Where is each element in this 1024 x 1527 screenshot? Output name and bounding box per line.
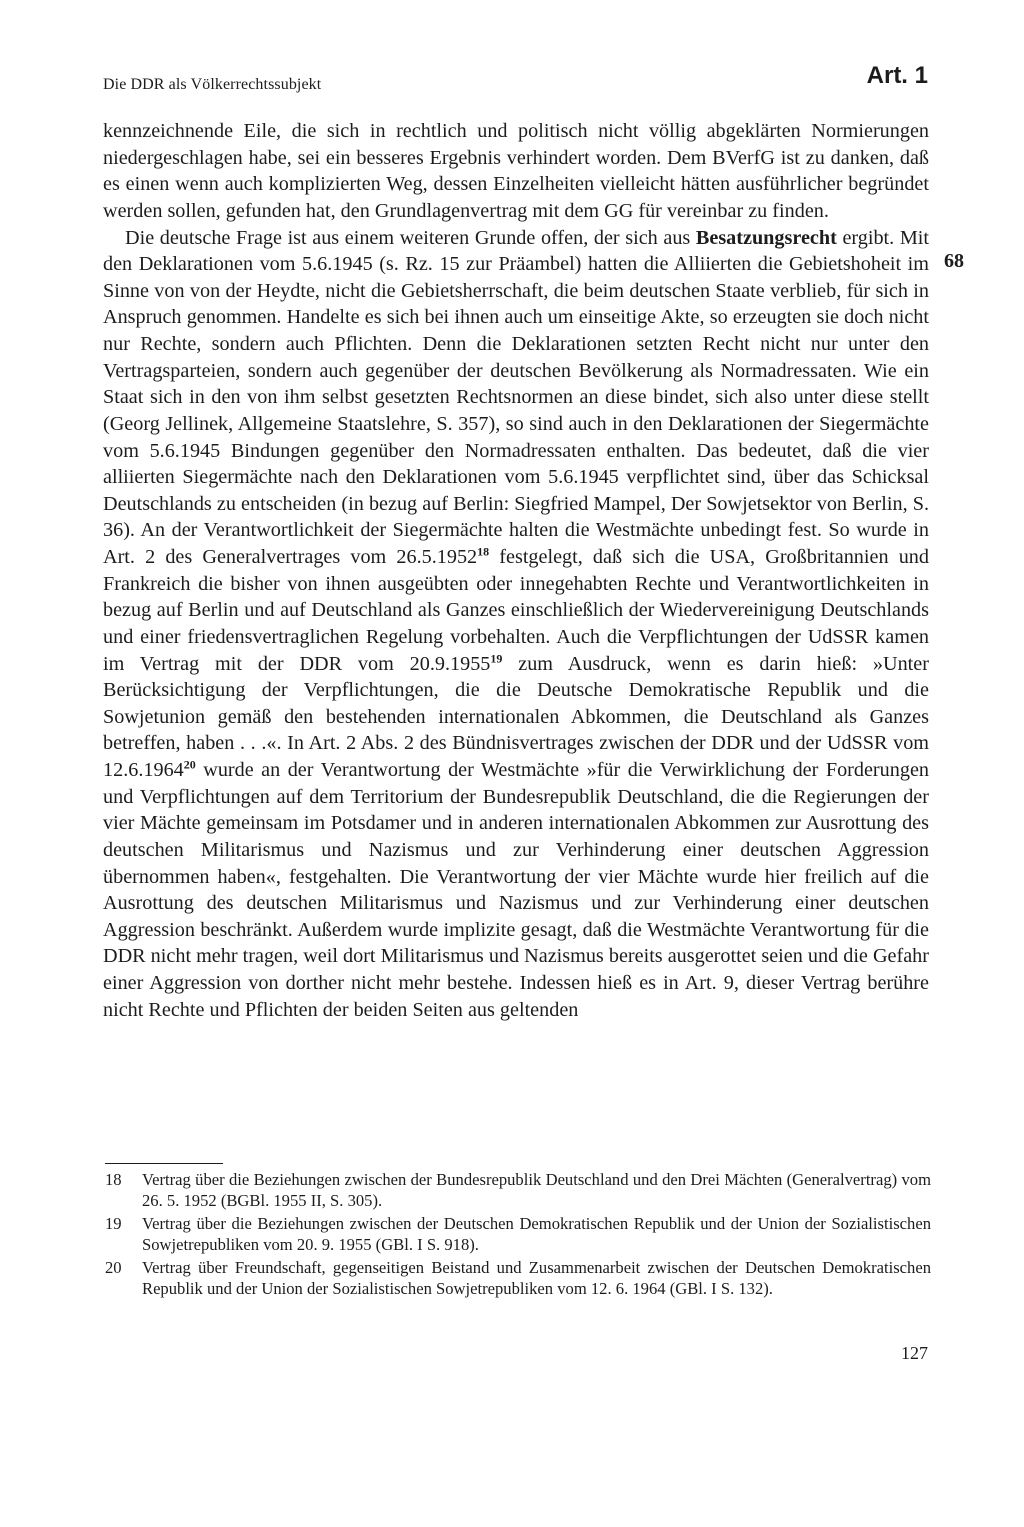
footnote-rule [105, 1163, 223, 1164]
article-label: Art. 1 [866, 62, 928, 89]
footnote-20 [105, 1258, 931, 1299]
paragraph-68-part-b: ergibt. Mit den Deklarationen vom 5.6.1945 (s. Rz. 15 zur Präambel) hatten die Alliierten die Gebietshoheit im Sinne von von der Heydte, nicht die Gebietsherrschaft, die beim deutschen Staate verblieb, für sich in Anspruch genommen. Handelte es sich bei ihnen auch um einseitige Akte, so erzeugten sie doch nicht nur Rechte, sondern auch Pflichten. Denn die Deklarationen setzten Recht nicht nur unter den Vertragsparteien, sondern auch gegenüber der deutschen Bevölkerung als Normadressaten. Wie ein Staat sich in den von ihm selbst gesetzten Rechtsnormen an diese bindet, sich also unter diese stellt (Georg Jellinek, Allgemeine Staatslehre, S. 357), so sind auch in den Deklarationen der Siegermächte vom 5.6.1945 Bindungen gegenüber den Normadressaten enthalten. Das bedeutet, daß die vier alliierten Siegermächte nach den Deklarationen vom 5.6.1945 verpflichtet sind, über das Schicksal Deutschlands zu entscheiden (in bezug auf Berlin: Siegfried Mampel, Der Sowjetsektor von Berlin, S. 36). An der Verantwortlichkeit der Siegermächte halten die Westmächte unbedingt fest. So wurde in Art. 2 des Generalvertrages vom 26.5.1952 [103, 226, 929, 568]
footnotes [105, 1170, 931, 1302]
footnote-text: Vertrag über die Beziehungen zwischen der Bundesrepublik Deutschland und den Drei Mächten (Generalvertrag) vom 26. 5. 1952 (BGBl. 1955 II, S. 305). [142, 1170, 931, 1210]
paragraph-68-part-d: zum Ausdruck, wenn es darin hieß: »Unter Berücksichtigung der Verpflichtungen, die die Deutsche Demokratische Republik und die Sowjetunion gemäß den bestehenden internationalen Abkommen, die Deutschland als Ganzes betreffen, haben . . .«. In Art. 2 Abs. 2 des Bündnisvertrages zwischen der DDR und der UdSSR vom 12.6.1964 [103, 652, 929, 781]
body-text [103, 118, 929, 1023]
paragraph-68-part-e: wurde an der Verantwortung der Westmächte »für die Verwirklichung der Forderungen und Verpflichtungen auf dem Territorium der Bundesrepublik Deutschland, die die Regierungen der vier Mächte gemeinsam im Potsdamer und in anderen internationalen Abkommen zur Ausrottung des deutschen Militarismus und Nazismus und zur Verhinderung einer deutschen Aggression übernommen haben«, festgehalten. Die Verantwortung der vier Mächte wurde hier freilich auf die Ausrottung des deutschen Militarismus und Nazismus und zur Verhinderung einer deutschen Aggression beschränkt. Außerdem wurde implizite gesagt, daß die Westmächte Verantwortung für die DDR nicht mehr tragen, weil dort Militarismus und Nazismus bereits ausgerottet seien und die Gefahr einer Aggression von dorther nicht mehr bestehe. Indessen hieß es in Art. 9, dieser Vertrag berühre nicht Rechte und Pflichten der beiden Seiten aus geltenden [103, 759, 929, 1021]
footnote-text: Vertrag über die Beziehungen zwischen der Deutschen Demokratischen Republik und der Union der Sozialistischen Sowjetrepubliken vom 20. 9. 1955 (GBl. I S. 918). [142, 1214, 931, 1254]
footnote-number: 18 [105, 1170, 122, 1189]
paragraph-68-part-a: Die deutsche Frage ist aus einem weiteren Grunde offen, der sich aus [125, 226, 696, 249]
footnote-19 [105, 1214, 931, 1255]
margin-number: 68 [944, 250, 964, 272]
footnote-text: Vertrag über Freundschaft, gegenseitigen Beistand und Zusammenarbeit zwischen der Deutschen Demokratischen Republik und der Union der Sozialistischen Sowjetrepubliken vom 12. 6. 1964 (GBl. I S. 132). [142, 1258, 931, 1298]
page-number: 127 [901, 1343, 928, 1363]
running-header-title: Die DDR als Völkerrechtssubjekt [103, 76, 322, 93]
footnote-number: 20 [105, 1258, 122, 1277]
bold-term-besatzungsrecht: Besatzungsrecht [695, 226, 837, 249]
paragraph-68-part-c: festgelegt, daß sich die USA, Großbritannien und Frankreich die bisher von ihnen ausgeübten oder innegehabten Rechte und Verantwortlichkeiten in bezug auf Berlin und auf Deutschland als Ganzes einschließlich der Wiedervereinigung Deutschlands und einer friedensvertraglichen Regelung vorbehalten. Auch die Verpflichtungen der UdSSR kamen im Vertrag mit der DDR vom 20.9.1955 [103, 546, 929, 675]
footnote-number: 19 [105, 1214, 122, 1233]
footnote-18 [105, 1170, 931, 1211]
footnote-ref-19[interactable]: 19 [490, 650, 503, 665]
footnote-ref-20[interactable]: 20 [183, 757, 196, 772]
footnote-ref-18[interactable]: 18 [477, 544, 490, 559]
paragraph-continuation: kennzeichnende Eile, die sich in rechtlich und politisch nicht völlig abgeklärten Normierungen niedergeschlagen habe, sei ein besseres Ergebnis verhindert worden. Dem BVerfG ist zu danken, daß es einen wenn auch komplizierten Weg, dessen Einzelheiten vielleicht hätten ausführlicher begründet werden sollen, gefunden hat, den Grundlagenvertrag mit dem GG für vereinbar zu finden. [103, 120, 929, 222]
paragraph-68 [103, 225, 929, 1024]
